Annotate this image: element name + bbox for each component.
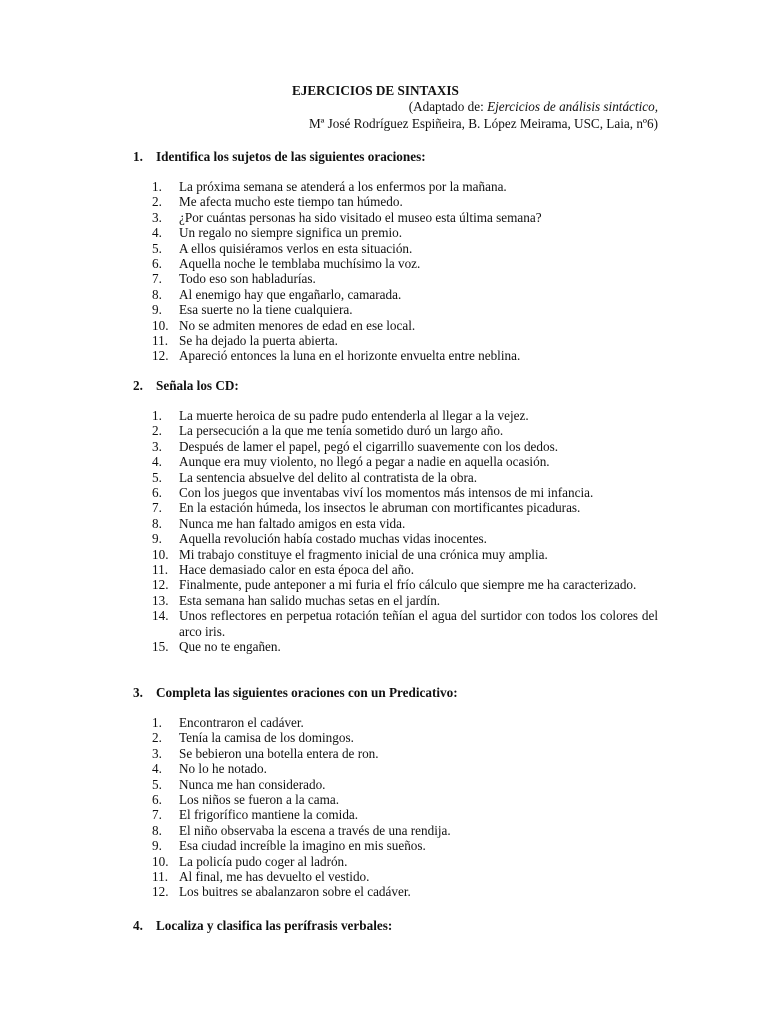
item-text: Esa suerte no la tiene cualquiera.	[179, 302, 353, 318]
item-text: Me afecta mucho este tiempo tan húmedo.	[179, 194, 403, 210]
item-number: 9.	[152, 838, 162, 854]
item-text: Tenía la camisa de los domingos.	[179, 730, 354, 746]
list-item	[0, 838, 768, 853]
item-number: 2.	[152, 730, 162, 746]
item-text: Mi trabajo constituye el fragmento inicial de una crónica muy amplia.	[179, 546, 548, 562]
item-text: Al final, me has devuelto el vestido.	[179, 869, 370, 885]
item-text: Se bebieron una botella entera de ron.	[179, 745, 379, 761]
item-text: Que no te engañen.	[179, 639, 281, 655]
item-number: 13.	[152, 592, 169, 608]
list-item	[0, 287, 768, 302]
item-number: 11.	[152, 333, 168, 349]
item-number: 3.	[152, 745, 162, 761]
list-item	[0, 869, 768, 884]
item-number: 1.	[152, 408, 162, 423]
section-heading-text: Señala los CD:	[156, 378, 239, 393]
item-text: La próxima semana se atenderá a los enfermos por la mañana.	[179, 179, 507, 194]
list-item	[0, 715, 768, 730]
exercise-section-4	[0, 918, 768, 934]
item-number: 12.	[152, 884, 169, 900]
list-item	[0, 854, 768, 869]
list-item	[0, 777, 768, 792]
section-heading-text: Completa las siguientes oraciones con un Predicativo:	[156, 685, 458, 700]
item-number: 11.	[152, 869, 168, 885]
list-item	[0, 302, 768, 317]
item-number: 2.	[152, 423, 162, 439]
item-text: Apareció entonces la luna en el horizonte envuelta entre neblina.	[179, 348, 521, 364]
section-heading	[0, 918, 768, 934]
source-authors: Mª José Rodríguez Espiñeira, B. López Meirama, USC, Laia, nº6)	[308, 116, 658, 131]
document-title: EJERCICIOS DE SINTAXIS	[292, 83, 459, 98]
list-item	[0, 608, 768, 639]
list-item	[0, 823, 768, 838]
section-number: 2.	[133, 378, 143, 393]
item-text: Con los juegos que inventabas viví los momentos más intensos de mi infancia.	[179, 485, 594, 501]
list-item	[0, 241, 768, 256]
list-item	[0, 792, 768, 807]
item-text: Nunca me han faltado amigos en esta vida.	[179, 515, 406, 531]
item-text: El niño observaba la escena a través de una rendija.	[179, 822, 451, 838]
item-number: 14.	[152, 608, 169, 624]
item-text: Finalmente, pude anteponer a mi furia el frío cálculo que siempre me ha caracterizado.	[179, 577, 637, 593]
source-citation	[409, 99, 658, 114]
list-item	[0, 884, 768, 899]
list-item	[0, 500, 768, 515]
item-number: 8.	[152, 286, 162, 302]
item-text: El frigorífico mantiene la comida.	[179, 807, 359, 823]
item-number: 11.	[152, 562, 168, 578]
item-text: A ellos quisiéramos verlos en esta situación.	[179, 240, 413, 256]
item-number: 7.	[152, 271, 162, 287]
item-text: Después de lamer el papel, pegó el cigarrillo suavemente con los dedos.	[179, 438, 559, 454]
item-number: 15.	[152, 639, 169, 655]
item-number: 5.	[152, 240, 162, 256]
item-number: 9.	[152, 302, 162, 318]
item-text: La policía pudo coger al ladrón.	[179, 853, 348, 869]
source-book-title: Ejercicios de análisis sintáctico,	[487, 99, 658, 114]
item-number: 12.	[152, 577, 169, 593]
item-number: 12.	[152, 348, 169, 364]
item-text: Esa ciudad increíble la imagino en mis sueños.	[179, 838, 426, 854]
item-text: La muerte heroica de su padre pudo entenderla al llegar a la vejez.	[179, 408, 529, 423]
item-number: 9.	[152, 531, 162, 547]
source-prefix: (Adaptado de:	[408, 99, 488, 114]
item-number: 6.	[152, 485, 162, 501]
item-text: Se ha dejado la puerta abierta.	[179, 333, 338, 349]
item-text: Al enemigo hay que engañarlo, camarada.	[179, 286, 402, 302]
item-number: 4.	[152, 761, 162, 777]
exercise-list	[0, 408, 768, 655]
item-text: Aunque era muy violento, no llegó a pegar a nadie en aquella ocasión.	[179, 454, 550, 470]
item-text: La sentencia absuelve del delito al contratista de la obra.	[179, 469, 478, 485]
item-number: 10.	[152, 317, 169, 333]
exercise-section-2	[0, 378, 768, 655]
exercise-section-3	[0, 685, 768, 900]
item-number: 7.	[152, 807, 162, 823]
list-item	[0, 439, 768, 454]
list-item	[0, 593, 768, 608]
item-text: Aquella revolución había costado muchas vidas inocentes.	[179, 531, 487, 547]
item-number: 1.	[152, 179, 162, 194]
section-number: 1.	[133, 149, 143, 164]
item-number: 5.	[152, 776, 162, 792]
list-item	[0, 454, 768, 469]
list-item	[0, 746, 768, 761]
list-item	[0, 423, 768, 438]
list-item	[0, 348, 768, 363]
list-item	[0, 531, 768, 546]
item-number: 3.	[152, 209, 162, 225]
exercise-section-1	[0, 149, 768, 364]
item-text: No lo he notado.	[179, 761, 267, 777]
item-text: En la estación húmeda, los insectos le abruman con mortificantes picaduras.	[179, 500, 581, 516]
item-number: 3.	[152, 438, 162, 454]
section-number: 4.	[133, 918, 143, 933]
item-text: No se admiten menores de edad en ese local.	[179, 317, 416, 333]
section-heading	[0, 378, 768, 394]
document-header	[0, 83, 768, 133]
item-number: 8.	[152, 822, 162, 838]
list-item	[0, 256, 768, 271]
item-text: Esta semana han salido muchas setas en el jardín.	[179, 592, 441, 608]
list-item	[0, 470, 768, 485]
exercise-list	[0, 179, 768, 364]
item-number: 8.	[152, 515, 162, 531]
list-item	[0, 577, 768, 592]
list-item	[0, 179, 768, 194]
list-item	[0, 225, 768, 240]
list-item	[0, 562, 768, 577]
item-number: 6.	[152, 792, 162, 808]
section-heading-text: Identifica los sujetos de las siguientes oraciones:	[156, 149, 426, 164]
item-number: 4.	[152, 225, 162, 241]
item-text: Aquella noche le temblaba muchísimo la voz.	[179, 256, 421, 272]
item-text: Unos reflectores en perpetua rotación teñían el agua del surtidor con todos los colores del arco iris.	[179, 608, 658, 639]
list-item	[0, 271, 768, 286]
item-number: 2.	[152, 194, 162, 210]
section-number: 3.	[133, 685, 143, 700]
item-number: 4.	[152, 454, 162, 470]
list-item	[0, 730, 768, 745]
exercise-list	[0, 715, 768, 900]
item-text: Encontraron el cadáver.	[179, 715, 304, 730]
list-item	[0, 318, 768, 333]
section-heading	[0, 149, 768, 165]
section-heading	[0, 685, 768, 701]
list-item	[0, 210, 768, 225]
item-text: Todo eso son habladurías.	[179, 271, 316, 287]
list-item	[0, 639, 768, 654]
list-item	[0, 761, 768, 776]
list-item	[0, 194, 768, 209]
item-text: Un regalo no siempre significa un premio.	[179, 225, 403, 241]
item-text: Nunca me han considerado.	[179, 776, 326, 792]
item-number: 6.	[152, 256, 162, 272]
item-number: 1.	[152, 715, 162, 730]
item-text: ¿Por cuántas personas ha sido visitado el museo esta última semana?	[179, 209, 542, 225]
item-number: 5.	[152, 469, 162, 485]
section-heading-text: Localiza y clasifica las perífrasis verbales:	[156, 918, 393, 933]
list-item	[0, 485, 768, 500]
list-item	[0, 807, 768, 822]
item-number: 10.	[152, 853, 169, 869]
item-text: Hace demasiado calor en esta época del año.	[179, 562, 415, 578]
item-number: 7.	[152, 500, 162, 516]
item-number: 10.	[152, 546, 169, 562]
item-text: La persecución a la que me tenía sometido duró un largo año.	[179, 423, 504, 439]
item-text: Los niños se fueron a la cama.	[179, 792, 340, 808]
item-text: Los buitres se abalanzaron sobre el cadáver.	[179, 884, 411, 900]
list-item	[0, 333, 768, 348]
list-item	[0, 408, 768, 423]
list-item	[0, 516, 768, 531]
list-item	[0, 547, 768, 562]
